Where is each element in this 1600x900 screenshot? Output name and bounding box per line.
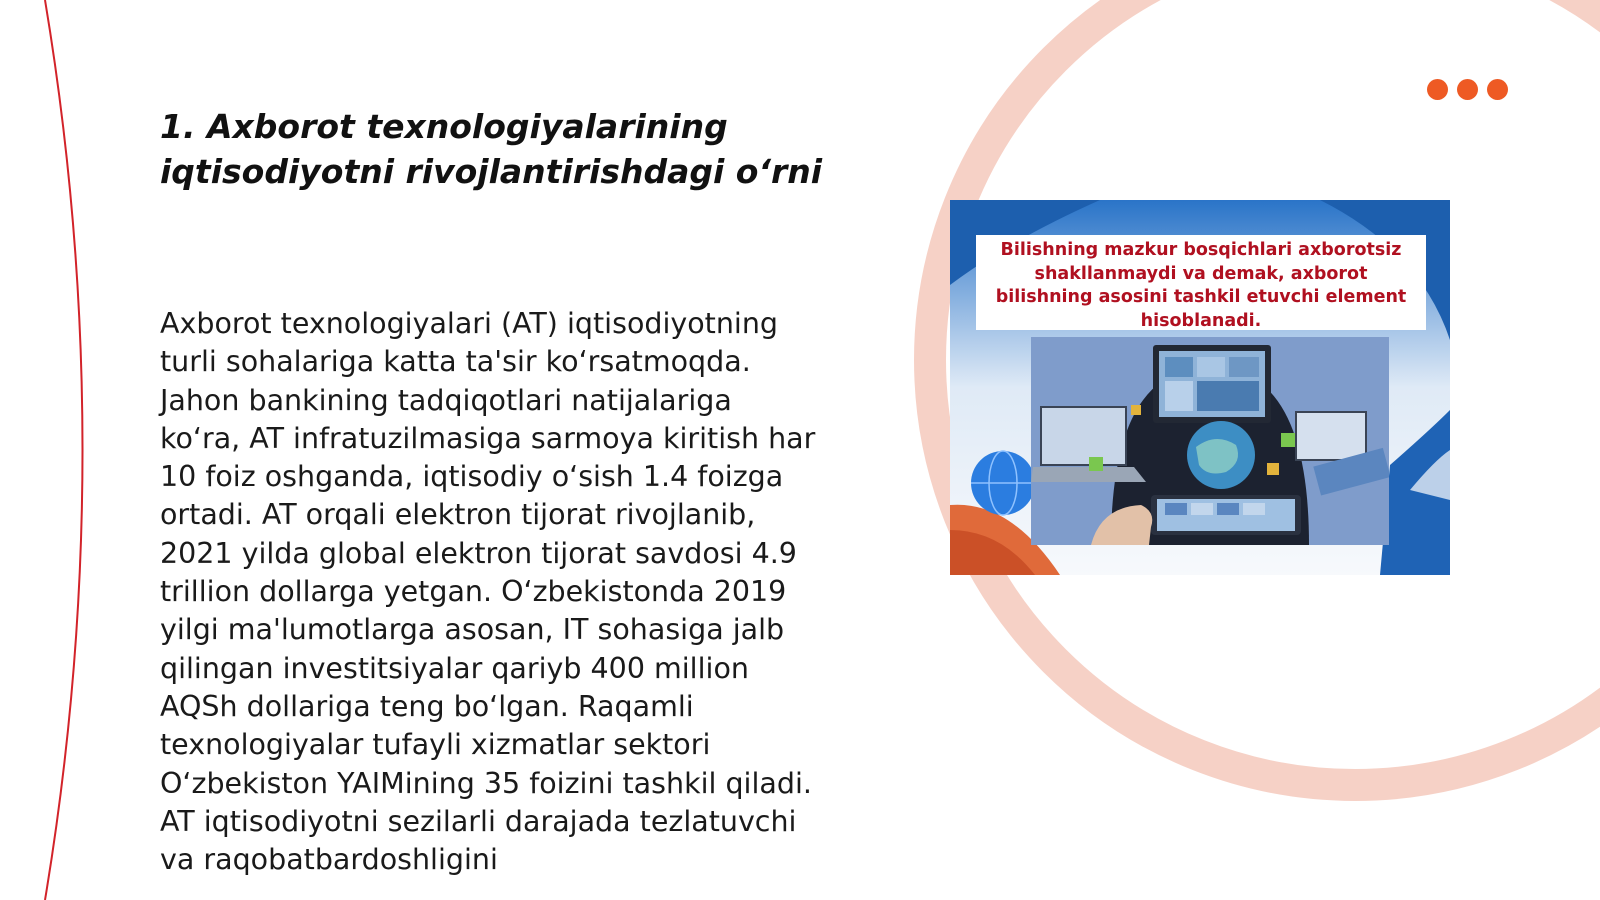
figure-caption: Bilishning mazkur bosqichlari axborotsiz shakllanmaydi va demak, axborot bilishning asosini tashkil etuvchi element hisoblanadi. bbox=[976, 235, 1426, 330]
left-red-curve bbox=[45, 0, 83, 900]
slide-body-text: Axborot texnologiyalari (AT) iqtisodiyotning turli sohalariga katta ta'sir ko‘rsatmoqda. Jahon bankining tadqiqotlari natijalariga ko‘ra, AT infratuzilmasiga sarmoya kiritish har 10 foiz oshganda, iqtisodiy o‘sish 1.4 foizga ortadi. AT orqali elektron tijorat rivojlanib, 2021 yilda global elektron tijorat savdosi 4.9 trillion dollarga yetgan. O‘zbekistonda 2019 yilgi ma'lumotlarga asosan, IT sohasiga jalb qilingan investitsiyalar qariyb 400 million AQSh dollariga teng bo‘lgan. Raqamli texnologiyalar tufayli xizmatlar sektori O‘zbekiston YAIMining 35 foizini tashkil qiladi. AT iqtisodiyotni sezilarli darajada tezlatuvchi va raqobatbardoshligini bbox=[160, 307, 816, 877]
slide-title: 1. Axborot texnologiyalarining iqtisodiyotni rivojlantirishdagi o‘rni bbox=[160, 107, 823, 191]
monitor-icon bbox=[1153, 345, 1271, 423]
dot bbox=[1487, 79, 1508, 100]
technology-photo bbox=[1031, 337, 1389, 545]
dot bbox=[1427, 79, 1448, 100]
globe-icon bbox=[968, 448, 1038, 518]
more-dots-icon bbox=[1427, 79, 1508, 100]
tablet-icon bbox=[1151, 495, 1301, 535]
dot bbox=[1457, 79, 1478, 100]
illustration-figure bbox=[950, 200, 1450, 575]
